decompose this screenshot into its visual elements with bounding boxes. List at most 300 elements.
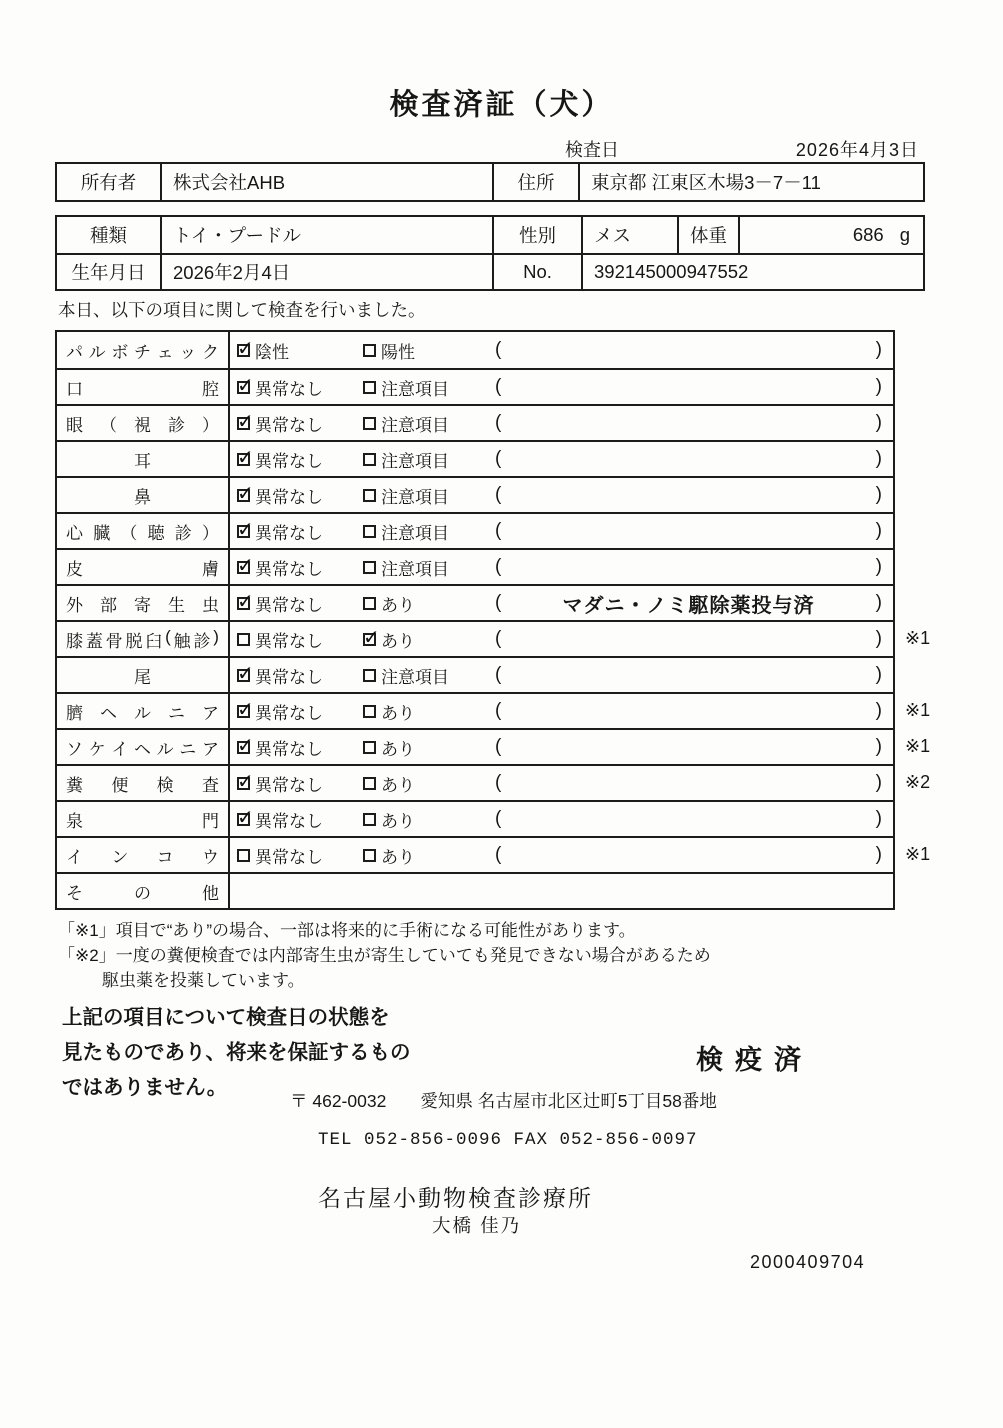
option2-label: あり (381, 847, 415, 867)
item-label-char: ア (202, 703, 219, 723)
item-label-char: 糞 (66, 775, 83, 795)
checkbox-1-icon (237, 561, 250, 574)
checklist-item-cell (57, 838, 230, 872)
item-label-char: 査 (201, 775, 219, 795)
checklist-row (57, 476, 893, 512)
option1-label: 異常なし (255, 811, 323, 831)
checklist-item-label (66, 735, 219, 760)
option-2 (363, 735, 495, 760)
checklist-row-content (230, 874, 893, 908)
weight-cell (738, 217, 923, 253)
option-2 (363, 375, 495, 400)
checkbox-2-icon (363, 777, 376, 790)
checklist-item-label (66, 375, 219, 400)
checkbox-1-icon (237, 381, 250, 394)
item-label-char: 部 (100, 595, 117, 615)
item-label-char: 診 (174, 523, 192, 543)
item-label-char: 臼 (145, 631, 163, 651)
option2-label: 注意項目 (381, 667, 449, 687)
checkbox-1-icon (237, 633, 250, 646)
checklist-row-content (230, 370, 893, 404)
option2-label: 注意項目 (381, 451, 449, 471)
remark-area (495, 520, 893, 542)
checklist-item-cell (57, 442, 230, 476)
checkbox-2-icon (363, 381, 376, 394)
option-1 (237, 483, 363, 508)
row-note: ※2 (905, 772, 931, 792)
option-2 (363, 663, 495, 688)
checklist-row-content (230, 550, 893, 584)
item-label-char: チ (133, 342, 151, 362)
option-2 (363, 447, 495, 472)
option1-label: 異常なし (255, 595, 323, 615)
remark-area (495, 700, 893, 722)
checkbox-2-icon (363, 705, 376, 718)
item-label-char: 臓 (93, 523, 111, 543)
checklist-row (57, 728, 931, 764)
checkbox-1-icon (237, 813, 250, 826)
remark-area (495, 736, 893, 758)
option1-label: 異常なし (255, 415, 323, 435)
checklist-item-label (66, 879, 219, 904)
inspection-date-label: 検査日 (565, 140, 619, 160)
checklist-row-content (230, 332, 893, 368)
remark-area (495, 808, 893, 830)
option2-label: あり (381, 811, 415, 831)
option2-label: 注意項目 (381, 523, 449, 543)
item-label-char: ボ (111, 342, 129, 362)
item-label-char: 泉 (66, 811, 83, 831)
checklist-row-content (230, 478, 893, 512)
open-paren: ( (495, 520, 502, 541)
item-label-char: ッ (179, 342, 197, 362)
inspection-date-line (55, 136, 925, 160)
no-value: 392145000947552 (581, 255, 923, 289)
checklist-item-label (66, 338, 219, 363)
remark-area (495, 556, 893, 578)
clinic-name: 名古屋小動物検査診療所 (318, 1185, 593, 1211)
checklist-row (57, 764, 931, 800)
checklist-item-label (66, 771, 219, 796)
option2-label: あり (381, 631, 415, 651)
item-label-char: 心 (66, 523, 83, 543)
checklist-item-label (66, 843, 219, 868)
close-paren: ) (875, 412, 882, 433)
open-paren: ( (495, 484, 502, 505)
item-label-char: ） (201, 523, 219, 543)
item-label-char: ） (202, 415, 219, 435)
close-paren: ) (875, 448, 882, 469)
option-1 (237, 555, 363, 580)
item-label-char: ク (201, 342, 219, 362)
option-2 (363, 483, 495, 508)
option1-label: 異常なし (255, 775, 323, 795)
footnote-1: 「※1」項目で“あり”の場合、一部は将来的に手術になる可能性があります。 (58, 921, 636, 940)
item-label-char: ン (111, 847, 129, 867)
item-label-char: ル (156, 739, 174, 759)
disclaimer-line-3: ではありません。 (62, 1076, 228, 1099)
open-paren: ( (495, 412, 502, 433)
checkbox-2-icon (363, 489, 376, 502)
close-paren: ) (875, 484, 882, 505)
checklist-row-content (230, 658, 893, 692)
option1-label: 異常なし (255, 667, 323, 687)
checklist-row (57, 404, 893, 440)
checkbox-1-icon (237, 417, 250, 430)
item-label-char: そ (66, 883, 83, 903)
option1-label: 異常なし (255, 631, 323, 651)
remark-area (495, 484, 893, 506)
remark-area (495, 628, 893, 650)
remark-area (495, 448, 893, 470)
option1-label: 異常なし (255, 487, 323, 507)
checklist-row-content (230, 694, 893, 728)
item-label-char: 耳 (134, 451, 151, 471)
checklist-item-label (66, 699, 219, 724)
remark-text: マダニ・ノミ駆除薬投与済 (562, 594, 815, 617)
birth-label: 生年月日 (71, 262, 146, 283)
item-label-char: ル (88, 342, 106, 362)
open-paren: ( (495, 844, 502, 865)
page-title: 検査済証（犬） (389, 89, 614, 121)
item-label-char: 寄 (134, 595, 151, 615)
checklist-row (57, 512, 893, 548)
option-2 (363, 843, 495, 868)
checkbox-2-icon (363, 453, 376, 466)
close-paren: ) (875, 592, 882, 613)
checklist-item-label (66, 555, 219, 580)
checklist-row (57, 368, 893, 404)
checklist-item-cell (57, 514, 230, 548)
item-label-char: （ (120, 523, 138, 543)
option-1 (237, 411, 363, 436)
option-1 (237, 699, 363, 724)
row-note: ※1 (905, 628, 931, 648)
open-paren: ( (495, 448, 502, 469)
checkbox-2-icon (363, 633, 376, 646)
item-label-char: 皮 (66, 559, 83, 579)
option1-label: 異常なし (255, 379, 323, 399)
checkbox-1-icon (237, 705, 250, 718)
checklist-row-content (230, 766, 893, 800)
option-2 (363, 771, 495, 796)
item-label-char: ウ (201, 847, 219, 867)
option-2 (363, 555, 495, 580)
item-label-char: 骨 (105, 631, 123, 651)
option1-label: 異常なし (255, 451, 323, 471)
checklist-row (57, 548, 893, 584)
disclaimer-line-2: 見たものであり、将来を保証するもの (62, 1041, 411, 1064)
remark-area (495, 844, 893, 866)
item-label-char: 検 (156, 775, 174, 795)
option2-label: あり (381, 775, 415, 795)
option-1 (237, 338, 363, 363)
checkbox-1-icon (237, 489, 250, 502)
option2-label: 注意項目 (381, 379, 449, 399)
item-label-char: 聴 (147, 523, 165, 543)
option-1 (237, 807, 363, 832)
option1-label: 異常なし (255, 739, 323, 759)
owner-row (57, 164, 923, 200)
item-label-char: 外 (66, 595, 83, 615)
item-label-char: ソ (66, 739, 83, 759)
sex-label: 性別 (492, 217, 581, 253)
checkbox-1-icon (237, 849, 250, 862)
item-label-char: 虫 (202, 595, 219, 615)
option-1 (237, 375, 363, 400)
option2-label: あり (381, 703, 415, 723)
checklist-item-label (66, 483, 219, 508)
close-paren: ) (875, 664, 882, 685)
item-label-char: 臍 (66, 703, 83, 723)
option-2 (363, 338, 495, 363)
footnotes (58, 918, 711, 993)
option-2 (363, 591, 495, 616)
option-2 (363, 807, 495, 832)
option-2 (363, 627, 495, 652)
close-paren: ) (875, 556, 882, 577)
animal-row-2 (57, 253, 923, 289)
checkbox-1-icon (237, 453, 250, 466)
checkbox-2-icon (363, 849, 376, 862)
item-label-char: ル (134, 703, 151, 723)
item-label-char: ヘ (100, 703, 117, 723)
option2-label: 陽性 (381, 342, 415, 362)
disclaimer-line-1: 上記の項目について検査日の状態を (62, 1006, 390, 1029)
item-label-char: 蓋 (85, 631, 103, 651)
owner-value: 株式会社AHB (160, 164, 492, 200)
checkbox-2-icon (363, 525, 376, 538)
checklist-item-label (66, 519, 219, 544)
option2-label: あり (381, 739, 415, 759)
item-label-char: 門 (202, 811, 219, 831)
open-paren: ( (495, 736, 502, 757)
checklist-item-cell (57, 550, 230, 584)
checklist-item-label (66, 411, 219, 436)
item-label-char: 生 (168, 595, 185, 615)
inspection-date-value: 2026年4月3日 (795, 140, 919, 160)
row-note: ※1 (905, 844, 931, 864)
owner-table (55, 162, 925, 202)
intro-sentence: 本日、以下の項目に関して検査を行いました。 (58, 300, 426, 320)
address-value: 東京都 江東区木場3－7－11 (578, 164, 923, 200)
checklist-item-cell (57, 406, 230, 440)
option-1 (237, 735, 363, 760)
option-1 (237, 519, 363, 544)
checkbox-1-icon (237, 741, 250, 754)
weight-value: 686 (852, 224, 884, 245)
checkbox-1-icon (237, 344, 250, 357)
item-label-char: 口 (66, 379, 83, 399)
checklist-item-label (66, 663, 219, 688)
weight-label: 体重 (677, 217, 738, 253)
checkbox-2-icon (363, 597, 376, 610)
checklist-item-label (66, 447, 219, 472)
option2-label: 注意項目 (381, 415, 449, 435)
checklist-item-cell (57, 332, 230, 368)
option1-label: 異常なし (255, 559, 323, 579)
checklist-row (57, 332, 893, 368)
checklist-row (57, 656, 893, 692)
checklist-row-content (230, 730, 893, 764)
option-1 (237, 447, 363, 472)
checkbox-1-icon (237, 525, 250, 538)
weight-unit: g (899, 224, 910, 245)
tel-fax-line: TEL 052-856-0096 FAX 052-856-0097 (318, 1130, 698, 1150)
checkbox-2-icon (363, 813, 376, 826)
option1-label: 異常なし (255, 523, 323, 543)
item-label-char: 触 (173, 631, 191, 651)
item-label-char: ニ (168, 703, 185, 723)
open-paren: ( (495, 376, 502, 397)
open-paren: ( (495, 664, 502, 685)
animal-table (55, 215, 925, 291)
item-label-char: 眼 (66, 415, 83, 435)
checklist-row (57, 872, 893, 908)
remark-area (495, 664, 893, 686)
checklist-row (57, 692, 931, 728)
item-label-char: イ (66, 847, 83, 867)
quarantine-passed-stamp: 検疫済 (696, 1045, 813, 1075)
open-paren: ( (495, 592, 502, 613)
close-paren: ) (875, 339, 882, 360)
checklist-item-cell (57, 658, 230, 692)
checklist-item-cell (57, 694, 230, 728)
checkbox-2-icon (363, 344, 376, 357)
row-note: ※1 (905, 736, 931, 756)
close-paren: ) (875, 808, 882, 829)
checklist-item-label (66, 591, 219, 616)
checklist-row (57, 800, 893, 836)
remark-area (495, 772, 893, 794)
option1-label: 異常なし (255, 703, 323, 723)
option-1 (237, 771, 363, 796)
item-label-char: ア (201, 739, 219, 759)
serial-number: 2000409704 (750, 1252, 866, 1272)
remark-area (495, 589, 893, 618)
item-label-char: 膝 (66, 631, 83, 651)
clinic-address: 愛知県 名古屋市北区辻町5丁目58番地 (420, 1091, 717, 1111)
item-label-char: 膚 (202, 559, 219, 579)
close-paren: ) (875, 844, 882, 865)
owner-label: 所有者 (80, 172, 137, 193)
checklist-row-content (230, 802, 893, 836)
option1-label: 異常なし (255, 847, 323, 867)
item-label-char: イ (111, 739, 129, 759)
item-label-char: 脱 (125, 631, 143, 651)
checklist-row (57, 440, 893, 476)
option1-label: 陰性 (255, 342, 289, 362)
open-paren: ( (495, 339, 502, 360)
checkbox-2-icon (363, 669, 376, 682)
item-label-char: 尾 (134, 667, 151, 687)
item-label-char: の (134, 883, 151, 903)
veterinarian-name: 大橋 佳乃 (432, 1215, 522, 1236)
checklist-item-cell (57, 802, 230, 836)
checklist-row (57, 836, 931, 872)
checkbox-2-icon (363, 561, 376, 574)
item-label-char: 視 (134, 415, 151, 435)
checklist-item-cell (57, 874, 230, 908)
option2-label: 注意項目 (381, 487, 449, 507)
open-paren: ( (495, 556, 502, 577)
item-label-char: （ (100, 415, 117, 435)
remark-area (495, 376, 893, 398)
postal-code: 〒 462-0032 (290, 1091, 387, 1111)
option-2 (363, 411, 495, 436)
open-paren: ( (495, 700, 502, 721)
item-label-char: ( (165, 626, 171, 646)
checkbox-1-icon (237, 777, 250, 790)
remark-area (495, 339, 893, 361)
item-label-char: ヘ (133, 739, 151, 759)
checklist-item-label (66, 807, 219, 832)
item-label-char: パ (66, 342, 83, 362)
sex-value: メス (581, 217, 677, 253)
remark-area (495, 412, 893, 434)
checklist-item-cell (57, 478, 230, 512)
close-paren: ) (875, 376, 882, 397)
row-note: ※1 (905, 700, 931, 720)
checklist-item-cell (57, 766, 230, 800)
checkbox-2-icon (363, 417, 376, 430)
close-paren: ) (875, 628, 882, 649)
breed-value: トイ・プードル (160, 217, 492, 253)
option-2 (363, 519, 495, 544)
item-label-char: ケ (88, 739, 106, 759)
checkbox-1-icon (237, 597, 250, 610)
item-label-char: ) (213, 626, 219, 646)
item-label-char: 腔 (202, 379, 219, 399)
checkbox-1-icon (237, 669, 250, 682)
checklist-row-content (230, 406, 893, 440)
checklist-item-cell (57, 370, 230, 404)
close-paren: ) (875, 772, 882, 793)
checklist-item-cell (57, 622, 230, 656)
item-label-char: 鼻 (134, 487, 151, 507)
option-1 (237, 843, 363, 868)
checkbox-2-icon (363, 741, 376, 754)
close-paren: ) (875, 700, 882, 721)
option2-label: 注意項目 (381, 559, 449, 579)
open-paren: ( (495, 772, 502, 793)
option2-label: あり (381, 595, 415, 615)
clinic-address-line (290, 1088, 717, 1113)
checklist-table (55, 330, 931, 910)
checklist-row-content (230, 442, 893, 476)
option-1 (237, 627, 363, 652)
item-label-char: ェ (156, 342, 174, 362)
item-label-char: 診 (168, 415, 185, 435)
checklist-item-label (66, 627, 219, 652)
checklist-item-cell (57, 586, 230, 620)
item-label-char: 便 (111, 775, 129, 795)
breed-label: 種類 (89, 225, 127, 246)
checklist-item-cell (57, 730, 230, 764)
checklist-row-content (230, 586, 893, 620)
checklist-row-content (230, 514, 893, 548)
open-paren: ( (495, 628, 502, 649)
item-label-char: 診 (193, 631, 211, 651)
close-paren: ) (875, 520, 882, 541)
option-1 (237, 663, 363, 688)
option-1 (237, 591, 363, 616)
item-label-char: 他 (202, 883, 219, 903)
close-paren: ) (875, 736, 882, 757)
open-paren: ( (495, 808, 502, 829)
item-label-char: ニ (179, 739, 197, 759)
option-2 (363, 699, 495, 724)
